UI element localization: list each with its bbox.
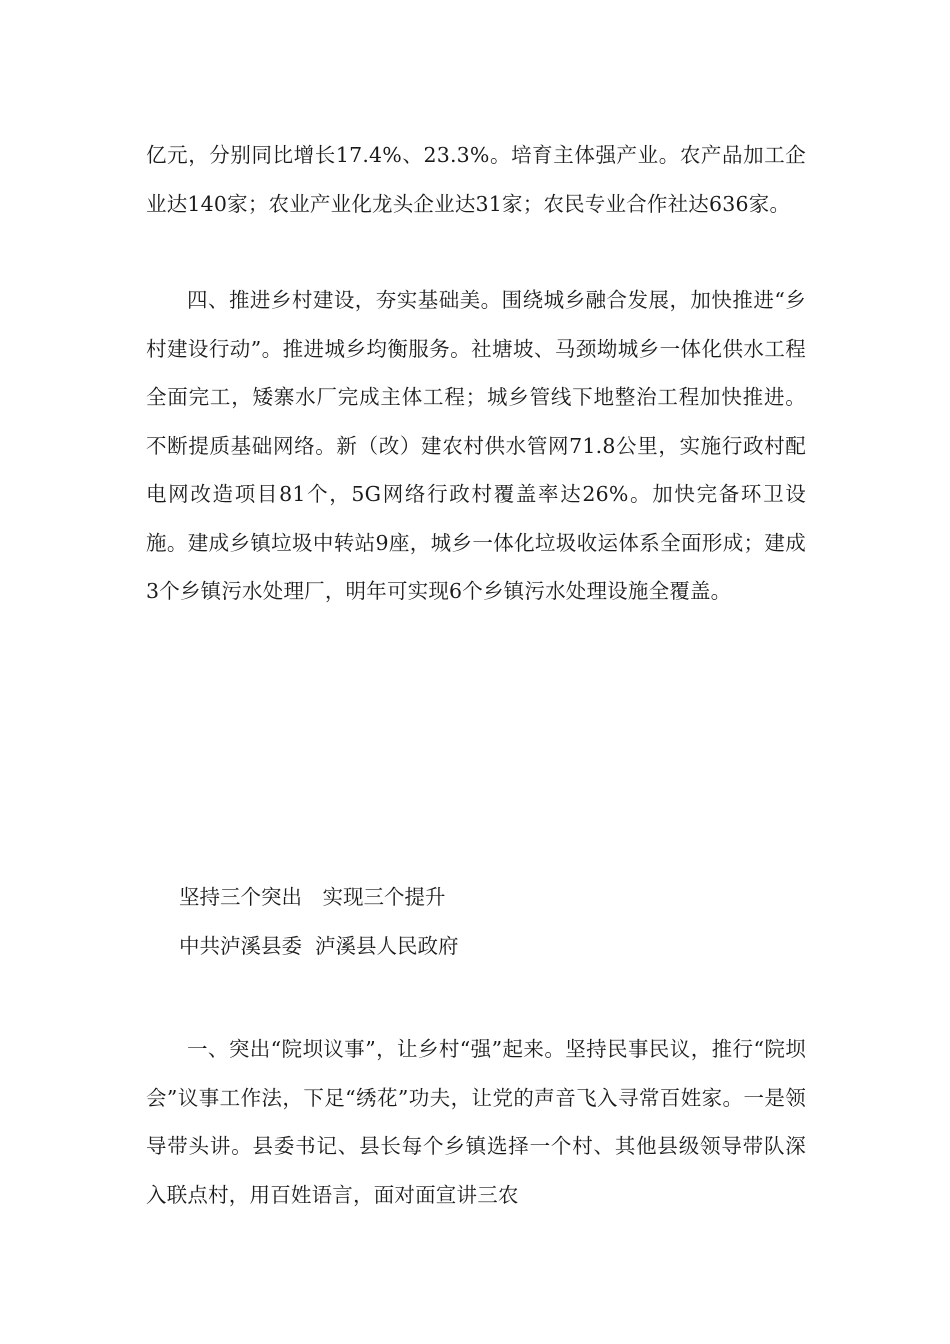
paragraph-text: 一、突出“院坝议事”，让乡村“强”起来。坚持民事民议，推行“院坝会”议事工作法，下足“绣花”功夫，让党的声音飞入寻常百姓家。一是领导带头讲。县委书记、县长每个乡镇选择一个村、其他县级领导带队深入联点村，用百姓语言，面对面宣讲三农 <box>146 1037 806 1207</box>
paragraph-text: 四、推进乡村建设，夯实基础美。围绕城乡融合发展，加快推进“乡村建设行动”。推进城乡均衡服务。社塘坡、马颈坳城乡一体化供水工程全面完工，矮寨水厂完成主体工程；城乡管线下地整治工程加快推进。不断提质基础网络。新（改）建农村供水管网71.8公里，实施行政村配电网改造项目81个，5G网络行政村覆盖率达26%。加快完备环卫设施。建成乡镇垃圾中转站9座，城乡一体化垃圾收运体系全面形成；建成3个乡镇污水处理厂，明年可实现6个乡镇污水处理设施全覆盖。 <box>146 288 806 603</box>
body-paragraph-continuation <box>146 131 806 228</box>
body-paragraph-section-one <box>146 1025 806 1219</box>
article-title: 坚持三个突出 实现三个提升 <box>179 885 446 909</box>
article-author: 中共泸溪县委 泸溪县人民政府 <box>179 934 459 958</box>
paragraph-text: 亿元，分别同比增长17.4%、23.3%。培育主体强产业。农产品加工企业达140家；农业产业化龙头企业达31家；农民专业合作社达636家。 <box>146 143 806 216</box>
body-paragraph-section-four <box>146 276 806 616</box>
